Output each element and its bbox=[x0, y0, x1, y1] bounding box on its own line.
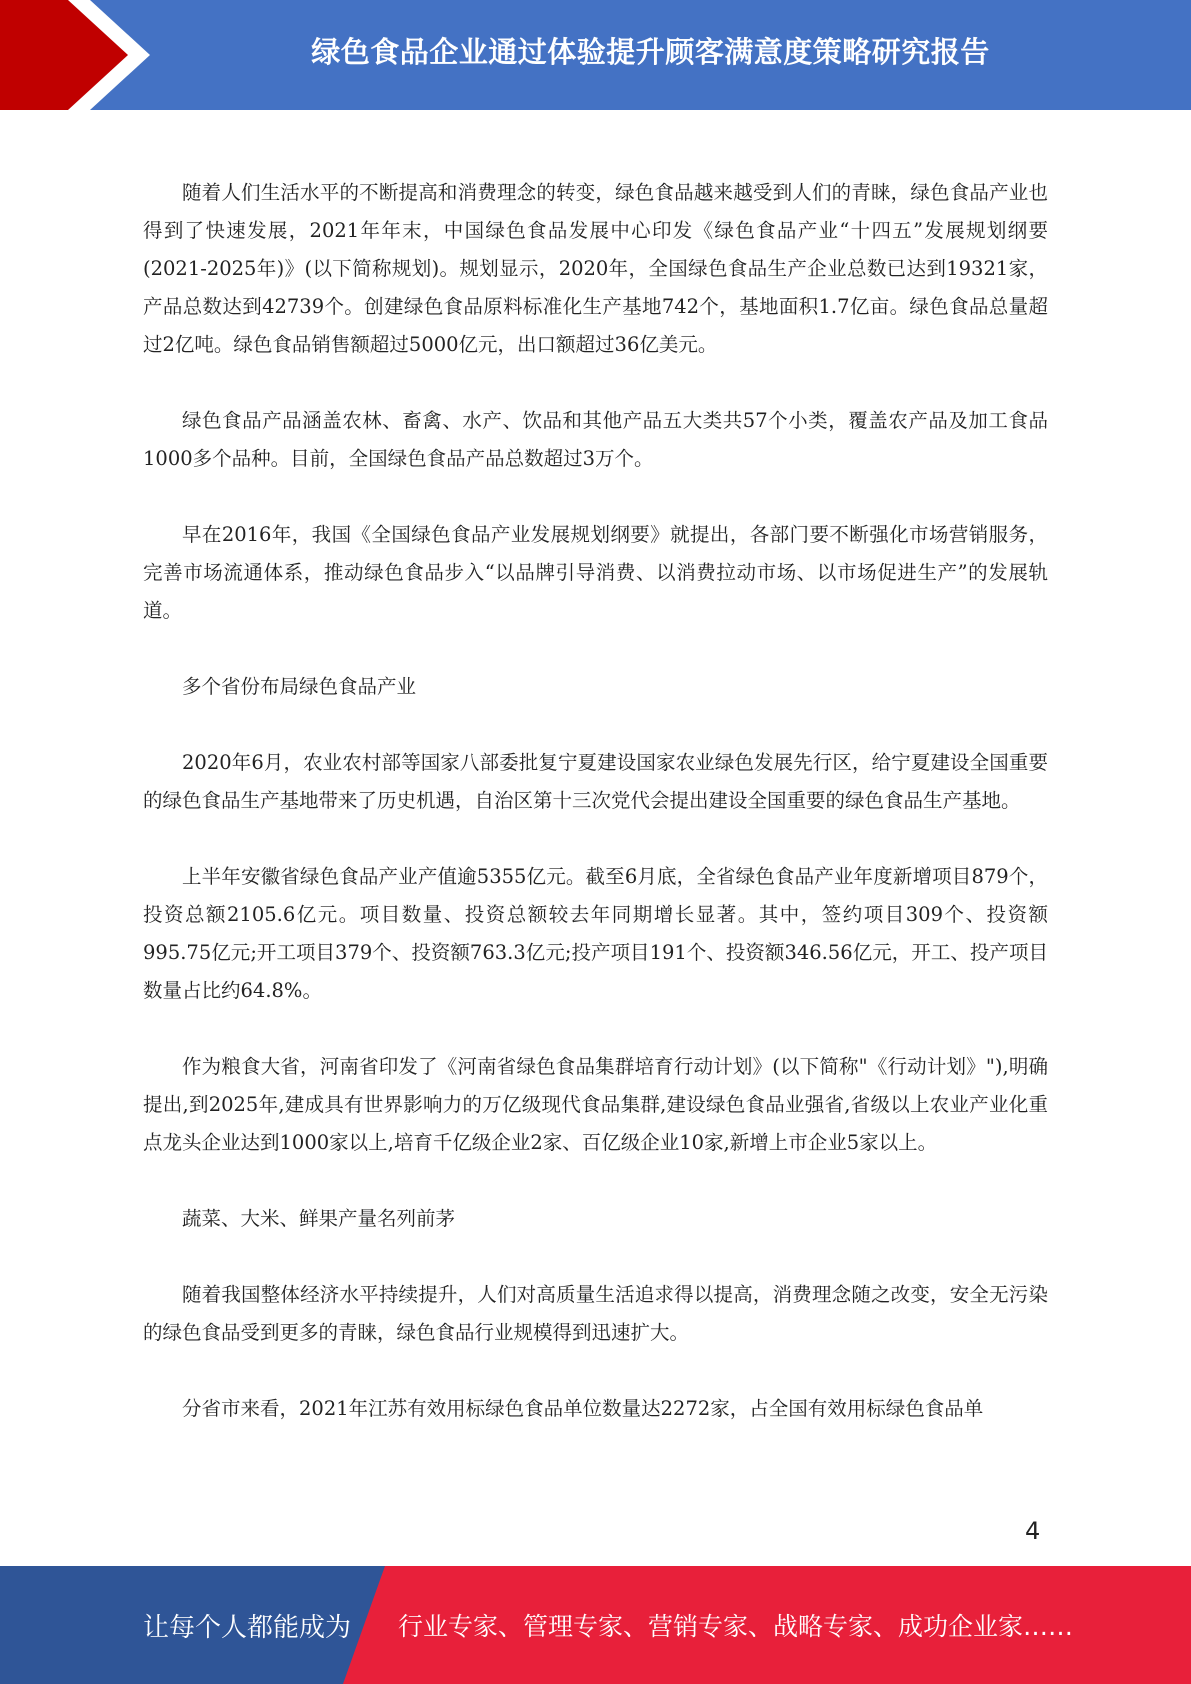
paragraph: 上半年安徽省绿色食品产业产值逾5355亿元。截至6月底，全省绿色食品产业年度新增项目879个，投资总额2105.6亿元。项目数量、投资总额较去年同期增长显著。其中，签约项目309个、投资额995.75亿元;开工项目379个、投资额763.3亿元;投产项目191个、投资额346.56亿元，开工、投产项目数量占比约64.8%。 bbox=[143, 865, 1048, 1002]
report-body bbox=[143, 174, 1048, 1466]
page-title: 绿色食品企业通过体验提升顾客满意度策略研究报告 bbox=[311, 34, 990, 69]
page-number: 4 bbox=[1025, 1517, 1041, 1545]
section-heading: 多个省份布局绿色食品产业 bbox=[182, 675, 417, 698]
footer-tagline: 行业专家、管理专家、营销专家、战略专家、成功企业家…… bbox=[398, 1612, 1074, 1641]
page-header bbox=[0, 0, 1191, 110]
paragraph: 作为粮食大省，河南省印发了《河南省绿色食品集群培育行动计划》(以下简称"《行动计划》"),明确提出,到2025年,建成具有世界影响力的万亿级现代食品集群,建设绿色食品业强省,省级以上农业产业化重点龙头企业达到1000家以上,培育千亿级企业2家、百亿级企业10家,新增上市企业5家以上。 bbox=[143, 1055, 1048, 1154]
paragraph: 随着人们生活水平的不断提高和消费理念的转变，绿色食品越来越受到人们的青睐，绿色食品产业也得到了快速发展，2021年年末，中国绿色食品发展中心印发《绿色食品产业“十四五”发展规划纲要(2021-2025年)》(以下简称规划)。规划显示，2020年，全国绿色食品生产企业总数已达到19321家，产品总数达到42739个。创建绿色食品原料标准化生产基地742个，基地面积1.7亿亩。绿色食品总量超过2亿吨。绿色食品销售额超过5000亿元，出口额超过36亿美元。 bbox=[143, 181, 1048, 356]
paragraph: 分省市来看，2021年江苏有效用标绿色食品单位数量达2272家，占全国有效用标绿色食品单 bbox=[182, 1397, 984, 1420]
footer-slogan: 让每个人都能成为 bbox=[143, 1612, 352, 1643]
paragraph: 2020年6月，农业农村部等国家八部委批复宁夏建设国家农业绿色发展先行区，给宁夏建设全国重要的绿色食品生产基地带来了历史机遇，自治区第十三次党代会提出建设全国重要的绿色食品生产基地。 bbox=[143, 751, 1048, 812]
paragraph: 绿色食品产品涵盖农林、畜禽、水产、饮品和其他产品五大类共57个小类，覆盖农产品及加工食品1000多个品种。目前，全国绿色食品产品总数超过3万个。 bbox=[143, 409, 1048, 470]
section-heading: 蔬菜、大米、鲜果产量名列前茅 bbox=[182, 1207, 456, 1230]
paragraph: 随着我国整体经济水平持续提升，人们对高质量生活追求得以提高，消费理念随之改变，安全无污染的绿色食品受到更多的青睐，绿色食品行业规模得到迅速扩大。 bbox=[143, 1283, 1048, 1344]
page-footer bbox=[0, 1566, 1191, 1684]
paragraph: 早在2016年，我国《全国绿色食品产业发展规划纲要》就提出，各部门要不断强化市场营销服务，完善市场流通体系，推动绿色食品步入“以品牌引导消费、以消费拉动市场、以市场促进生产”的发展轨道。 bbox=[143, 523, 1048, 622]
